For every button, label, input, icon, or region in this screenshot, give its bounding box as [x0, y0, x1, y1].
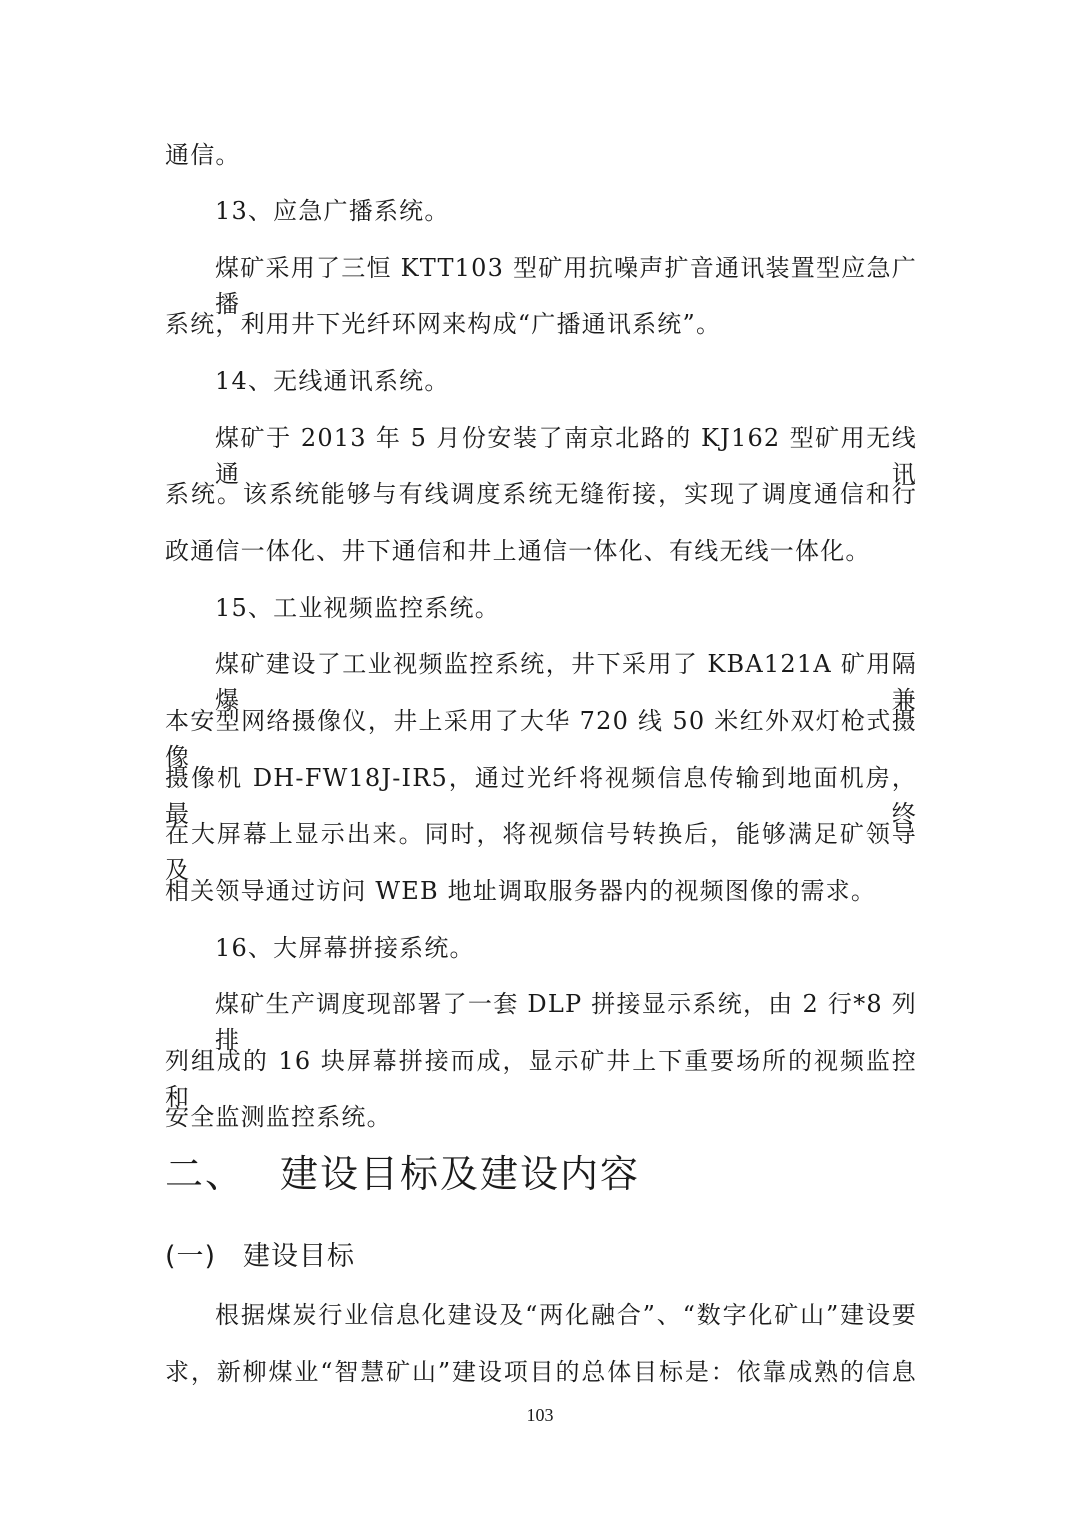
paragraph-line: 煤矿生产调度现部署了一套 DLP 拼接显示系统，由 2 行*8 列排: [215, 990, 917, 1054]
paragraph-line: 系统。该系统能够与有线调度系统无缝衔接，实现了调度通信和行: [165, 480, 917, 508]
paragraph-line: 在大屏幕上显示出来。同时，将视频信号转换后，能够满足矿领导及: [165, 820, 917, 884]
paragraph-line: 求，新柳煤业“智慧矿山”建设项目的总体目标是：依靠成熟的信息: [165, 1358, 917, 1386]
paragraph-line: 列组成的 16 块屏幕拼接而成，显示矿井上下重要场所的视频监控和: [165, 1047, 917, 1111]
section-title: 建设目标及建设内容: [280, 1152, 641, 1196]
subsection-title: 建设目标: [243, 1241, 355, 1272]
paragraph-line: 通信。: [165, 141, 241, 169]
paragraph-line: 根据煤炭行业信息化建设及“两化融合”、“数字化矿山”建设要: [215, 1301, 917, 1329]
section-number: 二、: [165, 1152, 246, 1196]
paragraph-line: 煤矿采用了三恒 KTT103 型矿用抗噪声扩音通讯装置型应急广播: [215, 254, 917, 318]
item-heading-emergency-broadcast: 13、应急广播系统。: [215, 197, 450, 225]
item-heading-large-screen: 16、大屏幕拼接系统。: [215, 934, 475, 962]
item-heading-industrial-video: 15、工业视频监控系统。: [215, 594, 500, 622]
subsection-number: (一): [165, 1241, 217, 1272]
paragraph-line: 相关领导通过访问 WEB 地址调取服务器内的视频图像的需求。: [165, 877, 877, 905]
subsection-heading: [165, 1237, 355, 1277]
item-heading-wireless-communication: 14、无线通讯系统。: [215, 367, 450, 395]
paragraph-line: 系统，利用井下光纤环网来构成“广播通讯系统”。: [165, 310, 722, 338]
paragraph-line: 安全监测监控系统。: [165, 1103, 392, 1131]
paragraph-line: 煤矿于 2013 年 5 月份安装了南京北路的 KJ162 型矿用无线通讯: [215, 424, 917, 488]
page-number: 103: [526, 1405, 554, 1425]
paragraph-line: 煤矿建设了工业视频监控系统，井下采用了 KBA121A 矿用隔爆兼: [215, 650, 917, 714]
paragraph-line: 本安型网络摄像仪，井上采用了大华 720 线 50 米红外双灯枪式摄像: [165, 707, 917, 771]
paragraph-line: 摄像机 DH-FW18J-IR5，通过光纤将视频信息传输到地面机房，最终: [165, 764, 917, 828]
paragraph-line: 政通信一体化、井下通信和井上通信一体化、有线无线一体化。: [165, 537, 871, 565]
section-heading: [165, 1148, 640, 1200]
